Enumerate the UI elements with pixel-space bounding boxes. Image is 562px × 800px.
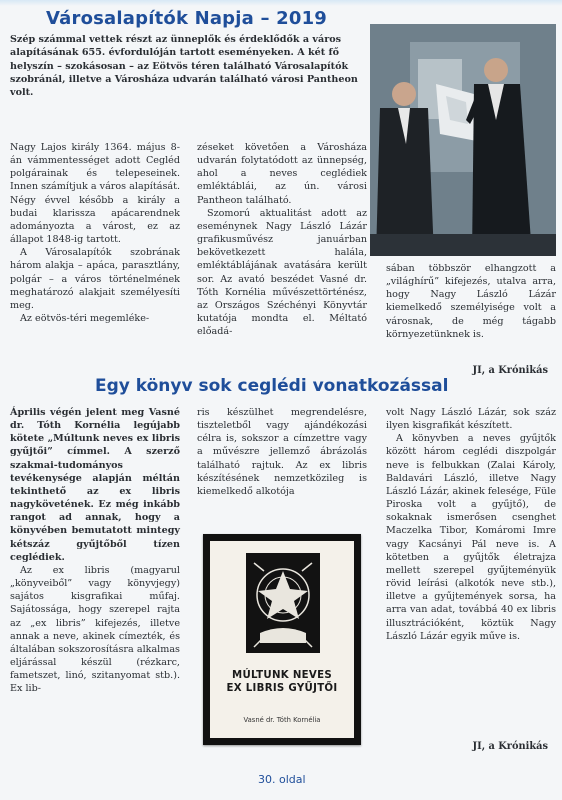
article1-lead-text: Szép számmal vettek részt az ünneplők és érdeklődők a város alapításának 655. évfordulóján tartott eseményeken. A két fő helyszín – szokásosan – az Eötvös téren található Városalapítók szobránál, illetve a Városháza udvarán található városi Pantheon volt. (10, 34, 358, 99)
paragraph: A Városalapítók szobrának három alakja – apáca, parasztlány, polgár – a város történelmének meghatározó alakjait személyesíti meg. (10, 247, 180, 311)
article2-title: Egy könyv sok ceglédi vonatkozással (95, 376, 449, 396)
article1-signature: JI, a Krónikás (472, 365, 548, 376)
article2-column-2 (197, 406, 367, 498)
paragraph: sában többször elhangzott a „világhírű” kifejezés, utalva arra, hogy Nagy László Lázár kiemelkedő személyisége volt a városnak, de még tágabb környezetünknek is. (386, 263, 556, 340)
article2-signature: JI, a Krónikás (472, 741, 548, 752)
paragraph: Szomorú aktualitást adott az eseménynek Nagy László Lázár grafikusművész januárban bekövetkezett halála, emléktáblájának avatására került sor. Az avató beszédet Vasné dr. Tóth Kornélia művészettörténész, az Országos Széchényi Könyvtár kutatója mondta el. Méltató előadá- (197, 207, 367, 338)
paragraph: Az eötvös-téri megemléke- (20, 313, 150, 325)
photo-illustration (370, 24, 556, 256)
article2-column-1 (10, 406, 180, 695)
ex-libris-engraving (246, 553, 320, 653)
paragraph: Az ex libris (magyarul „könyveiből” vagy könyvjegy) sajátos kisgrafikai műfaj. Sajátossága, hogy szerepel rajta az „ex libris” kifejezés, illetve annak a neve, akinek címezték, és általában sokszorosításra alkalmas eljárással készül (rézkarc, fametszet, linó, szitanyomat stb.). Ex lib- (10, 564, 180, 695)
article1-title: Városalapítók Napja – 2019 (46, 8, 328, 29)
book-title-line-1: MÚLTUNK NEVES (232, 670, 332, 681)
paragraph: zéseket követően a Városháza udvarán folytatódott az ünnepség, ahol a neves ceglédiek emléktáblái, az ún. városi Pantheon található. (197, 142, 367, 206)
top-strip (0, 0, 562, 6)
article1-column-2 (197, 141, 367, 338)
article2-column-3 (386, 406, 556, 643)
paragraph: Nagy Lajos király 1364. május 8-án vámmentességet adott Cegléd polgárainak és telepeseinek. Innen számítjuk a város alapítását. Négy évvel később a király a budai klarissza apácarendnek adományozta a várost, ez az állapot 1848-ig tartott. (10, 142, 180, 246)
book-cover (203, 534, 361, 745)
ex-libris-illustration (246, 553, 320, 653)
plaque-unveiling-photo (370, 24, 556, 256)
paragraph: volt Nagy László Lázár, sok száz ilyen kisgrafikát készített. (386, 407, 556, 432)
article1-column-3 (386, 262, 556, 341)
book-title (214, 669, 350, 695)
article1-lead (10, 33, 365, 99)
page-number: 30. oldal (258, 773, 306, 786)
book-author: Vasné dr. Tóth Kornélia (243, 716, 321, 724)
book-cover-inner (210, 541, 354, 738)
book-title-line-2: EX LIBRIS GYŰJTŐI (226, 683, 338, 694)
paragraph: ris készülhet megrendelésre, tiszteletből vagy ajándékozási célra is, sokszor a címzettre vagy a művészre jellemző ábrázolás található rajtuk. Az ex libris készítésének nemzetközileg is kiemelkedő alkotója (197, 407, 367, 497)
article2-lead-text: Április végén jelent meg Vasné dr. Tóth Kornélia legújabb kötete „Múltunk neves ex libris gyűjtői” címmel. A szerző szakmai-tudományos tevékenysége alapján méltán tekinthető az ex libris nagykövetének. Ez még inkább rangot ad annak, hogy a könyvében bemutatott mintegy kétszáz gyűjtőből tízen ceglédiek. (10, 407, 180, 563)
paragraph: A könyvben a neves gyűjtők között három ceglédi diszpolgár neve is felbukkan (Zalai Károly, Baldavári László, illetve Nagy László Lázár, akinek felesége, Füle Piroska volt a gyűjtő), de sokaknak ismerősen csenghet Maczelka Tibor, Komáromi Imre vagy Kacsányi Pál neve is. A kötetben a gyűjtők életrajza mellett szerepel gyűjteményük rövid leírási (alkotók neve stb.), illetve a gyűjtemények sorsa, ha arra van adat, továbbá 40 ex libris illusztrációként, köztük Nagy László Lázár egyik műve is. (386, 433, 556, 642)
article1-column-1 (10, 141, 180, 325)
